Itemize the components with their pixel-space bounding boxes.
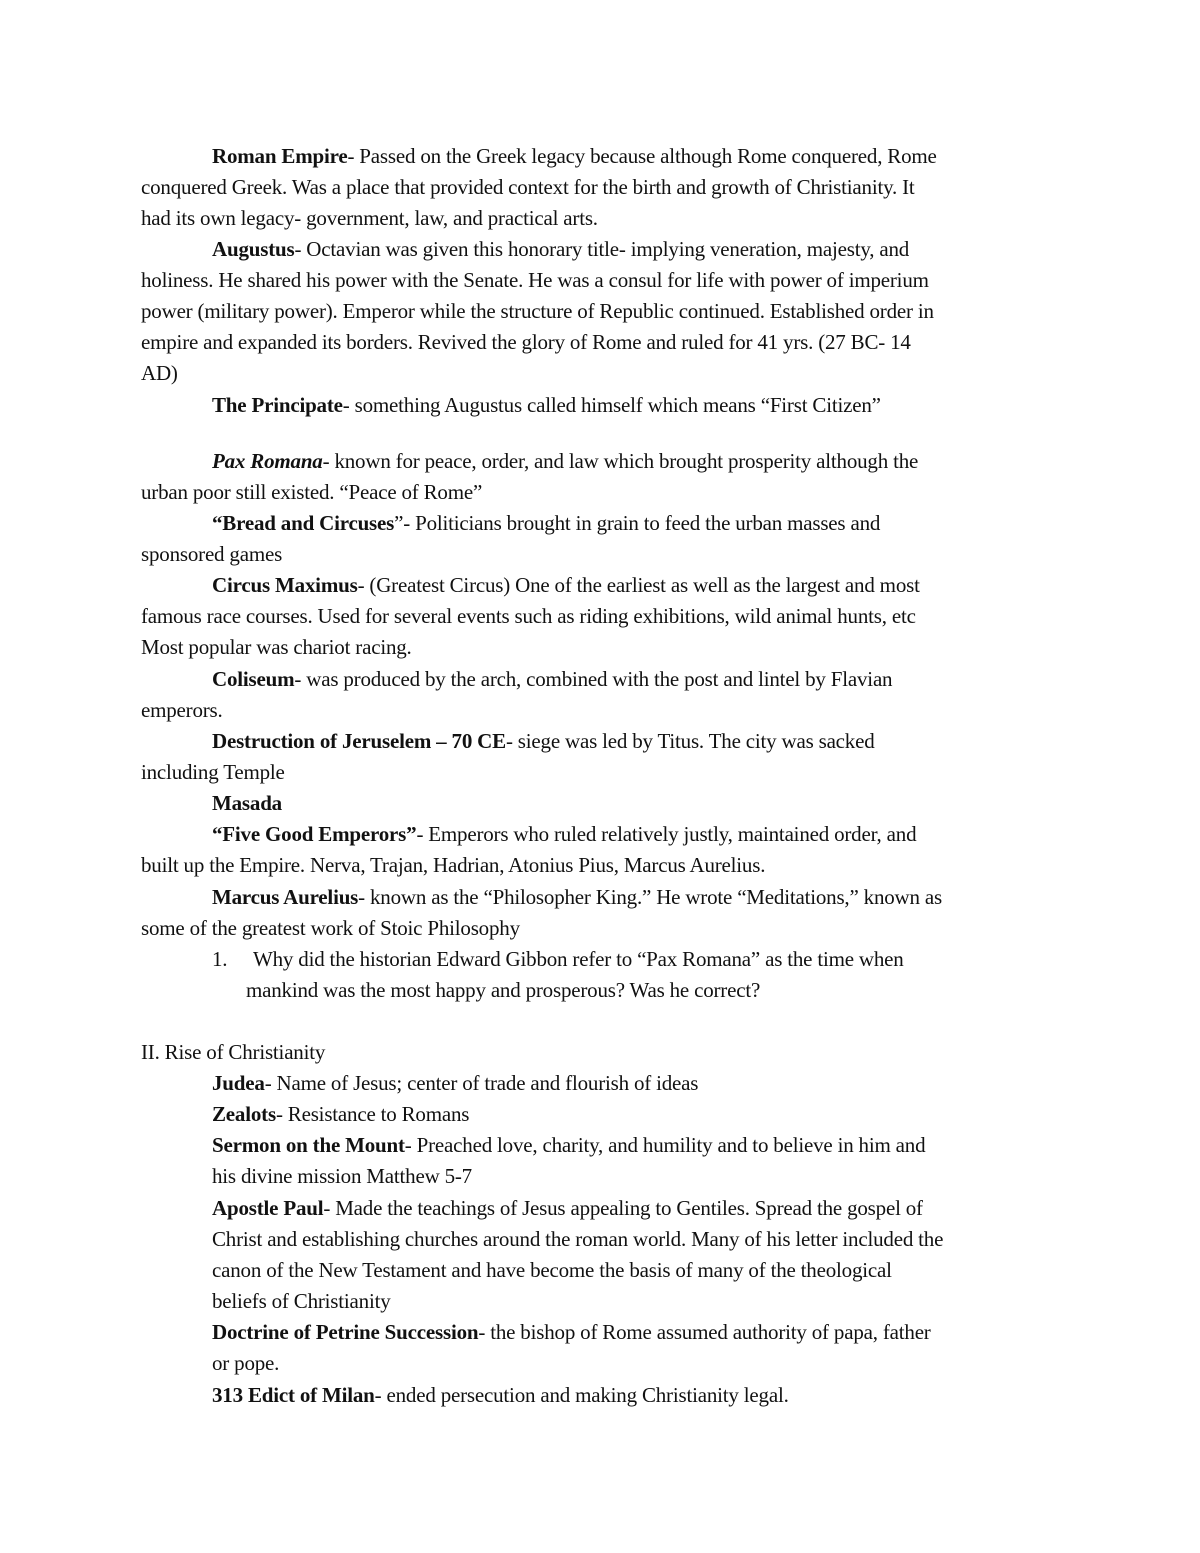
definition-text: canon of the New Testament and have become the basis of many of the theological: [212, 1258, 892, 1282]
definition-text: - Passed on the Greek legacy because although Rome conquered, Rome: [347, 144, 937, 168]
term-apostle-paul: Apostle Paul: [212, 1196, 324, 1220]
definition-text: - Resistance to Romans: [275, 1102, 470, 1126]
definition-text: holiness. He shared his power with the Senate. He was a consul for life with power of imperium: [141, 268, 929, 292]
definition-text: built up the Empire. Nerva, Trajan, Hadrian, Atonius Pius, Marcus Aurelius.: [141, 853, 766, 877]
term-zealots: Zealots: [212, 1102, 276, 1126]
term-sermon: Sermon on the Mount: [212, 1133, 405, 1157]
entry-jerusalem: [212, 726, 875, 757]
term-principate: The Principate: [212, 393, 343, 417]
definition-text: - Politicians brought in grain to feed the urban masses and: [403, 511, 881, 535]
definition-text: including Temple: [141, 760, 285, 784]
definition-text: Most popular was chariot racing.: [141, 635, 412, 659]
definition-text: famous race courses. Used for several events such as riding exhibitions, wild animal hunts, etc: [141, 604, 916, 628]
definition-text: urban poor still existed. “Peace of Rome”: [141, 480, 483, 504]
term-marcus-aurelius: Marcus Aurelius: [212, 885, 359, 909]
entry-bread-circuses: [212, 508, 880, 539]
definition-text: emperors.: [141, 698, 223, 722]
entry-judea: [212, 1068, 698, 1099]
definition-text: beliefs of Christianity: [212, 1289, 391, 1313]
term-augustus: Augustus: [212, 237, 295, 261]
question-text: Why did the historian Edward Gibbon refer to “Pax Romana” as the time when: [253, 947, 904, 971]
entry-petrine: [212, 1317, 931, 1348]
definition-text: - was produced by the arch, combined with the post and lintel by Flavian: [294, 667, 893, 691]
term-judea: Judea: [212, 1071, 265, 1095]
term-roman-empire: Roman Empire: [212, 144, 348, 168]
definition-text: - Made the teachings of Jesus appealing to Gentiles. Spread the gospel of: [323, 1196, 923, 1220]
term-coliseum: Coliseum: [212, 667, 295, 691]
term-circus-maximus: Circus Maximus: [212, 573, 358, 597]
closing-quote: ”: [394, 511, 404, 535]
term-petrine: Doctrine of Petrine Succession: [212, 1320, 479, 1344]
section-heading: II. Rise of Christianity: [141, 1040, 326, 1064]
definition-text: - known for peace, order, and law which brought prosperity although the: [322, 449, 919, 473]
entry-marcus-aurelius: [212, 882, 942, 913]
definition-text: conquered Greek. Was a place that provided context for the birth and growth of Christianity. It: [141, 175, 915, 199]
definition-text: empire and expanded its borders. Revived the glory of Rome and ruled for 41 yrs. (27 BC- 14: [141, 330, 911, 354]
term-five-good-emperors: “Five Good Emperors”: [212, 822, 417, 846]
term-pax-romana: Pax Romana: [212, 449, 323, 473]
term-bread-circuses: “Bread and Circuses: [212, 511, 395, 535]
definition-text: - siege was led by Titus. The city was sacked: [505, 729, 875, 753]
definition-text: power (military power). Emperor while the structure of Republic continued. Established order in: [141, 299, 934, 323]
entry-sermon: [212, 1130, 925, 1161]
question-text: mankind was the most happy and prosperous? Was he correct?: [246, 978, 761, 1002]
definition-text: - Preached love, charity, and humility and to believe in him and: [404, 1133, 926, 1157]
entry-pax-romana: [212, 446, 918, 477]
definition-text: his divine mission Matthew 5-7: [212, 1164, 472, 1188]
term-masada: Masada: [212, 791, 282, 815]
definition-text: - something Augustus called himself which means “First Citizen”: [342, 393, 881, 417]
definition-text: - ended persecution and making Christianity legal.: [374, 1383, 789, 1407]
definition-text: - known as the “Philosopher King.” He wrote “Meditations,” known as: [358, 885, 942, 909]
definition-text: some of the greatest work of Stoic Philosophy: [141, 916, 520, 940]
definition-text: - the bishop of Rome assumed authority of papa, father: [478, 1320, 931, 1344]
definition-text: - Name of Jesus; center of trade and flourish of ideas: [264, 1071, 699, 1095]
entry-augustus: [212, 234, 909, 265]
entry-principate: [212, 390, 881, 421]
entry-roman-empire: [212, 141, 937, 172]
term-edict-milan: 313 Edict of Milan: [212, 1383, 375, 1407]
definition-text: - (Greatest Circus) One of the earliest as well as the largest and most: [357, 573, 920, 597]
definition-text: - Octavian was given this honorary title- implying veneration, majesty, and: [294, 237, 910, 261]
entry-circus-maximus: [212, 570, 920, 601]
definition-text: sponsored games: [141, 542, 283, 566]
term-jerusalem: Destruction of Jeruselem – 70 CE: [212, 729, 506, 753]
entry-masada: [212, 788, 282, 819]
entry-coliseum: [212, 664, 892, 695]
definition-text: had its own legacy- government, law, and practical arts.: [141, 206, 598, 230]
entry-edict-milan: [212, 1380, 789, 1411]
question-number: 1.: [212, 947, 228, 971]
definition-text: AD): [141, 361, 178, 385]
definition-text: Christ and establishing churches around the roman world. Many of his letter included the: [212, 1227, 944, 1251]
entry-apostle-paul: [212, 1193, 923, 1224]
entry-zealots: [212, 1099, 469, 1130]
definition-text: or pope.: [212, 1351, 280, 1375]
definition-text: - Emperors who ruled relatively justly, maintained order, and: [416, 822, 917, 846]
entry-five-good-emperors: [212, 819, 916, 850]
